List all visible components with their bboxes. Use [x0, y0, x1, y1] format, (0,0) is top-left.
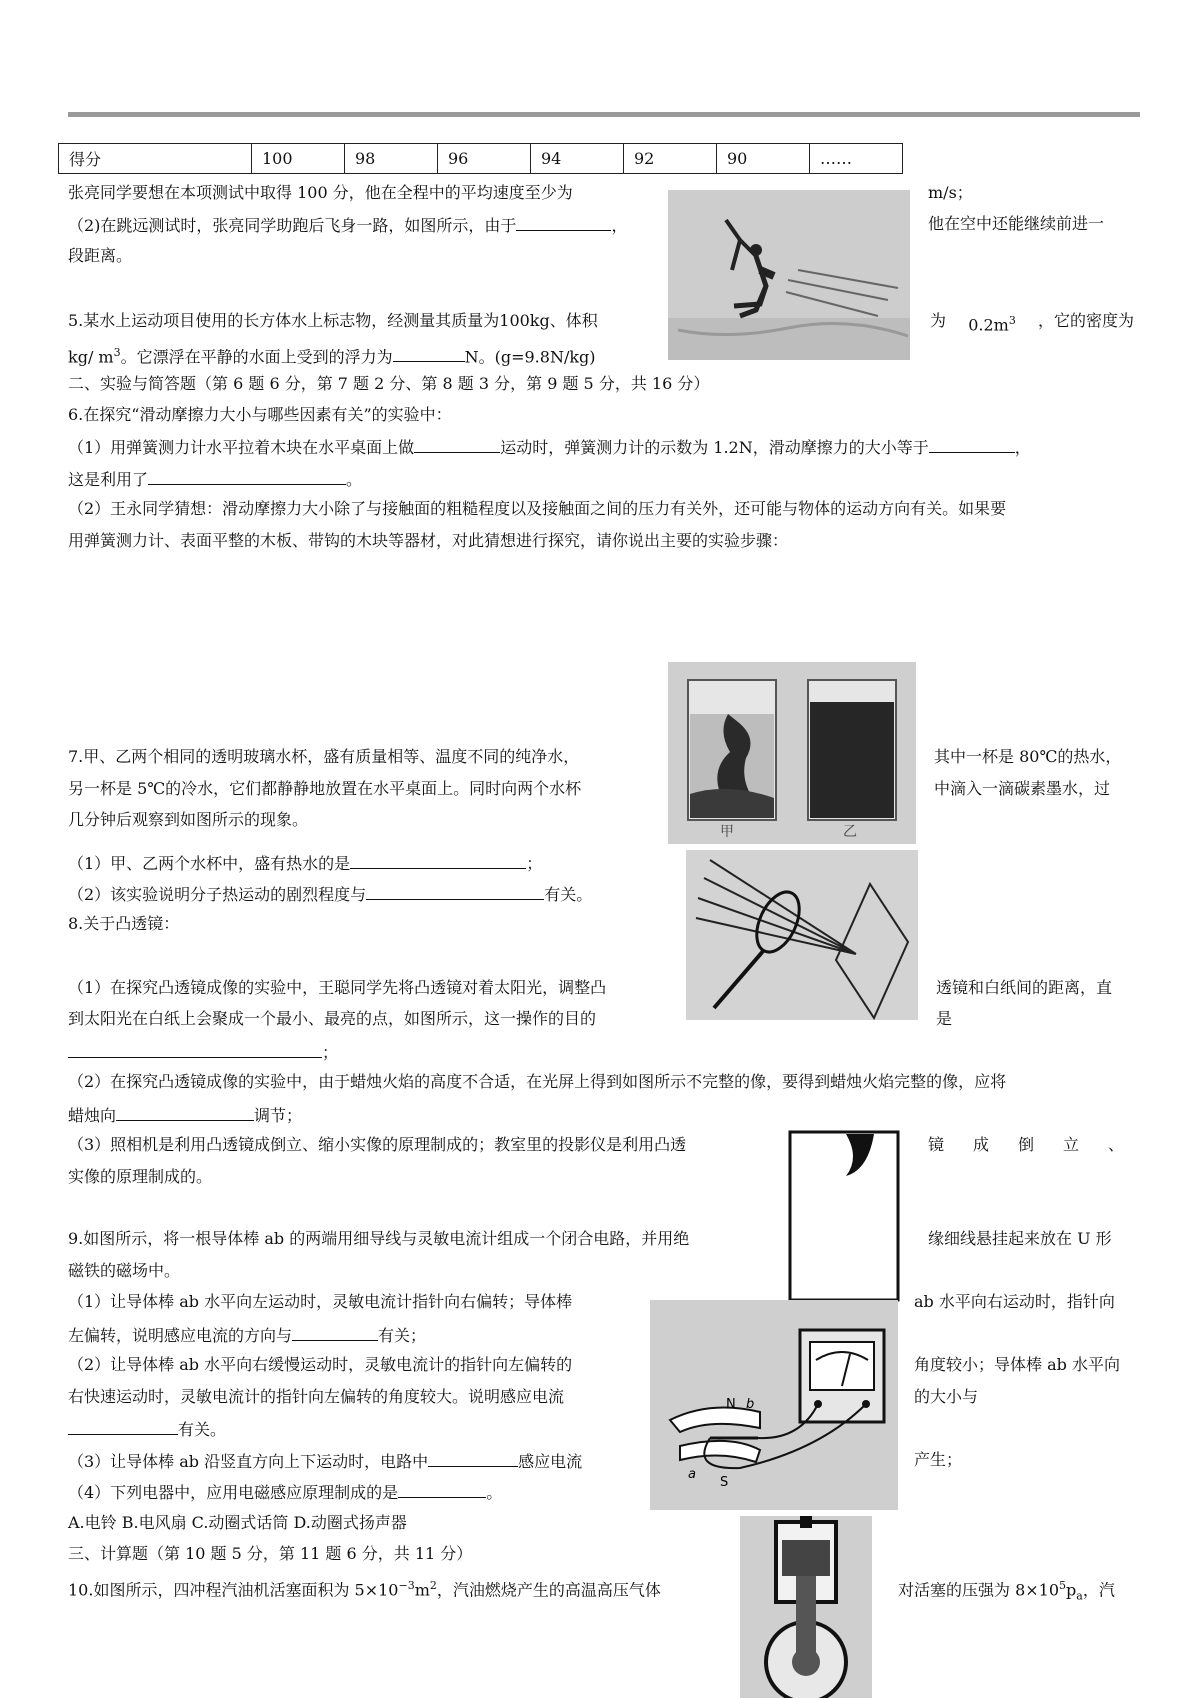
score-cell: 100: [252, 144, 345, 174]
engine-figure: [740, 1516, 872, 1698]
cup-left-icon: [688, 680, 776, 820]
answer-blank[interactable]: [148, 467, 346, 485]
text-line: [68, 851, 542, 875]
cups-figure: [668, 662, 916, 844]
text-fragment: ，: [611, 216, 628, 235]
text-line: 角度较小；导体棒 ab 水平向: [914, 1355, 1120, 1374]
text-fragment: （1）用弹簧测力计水平拉着木块在水平桌面上做: [68, 438, 415, 457]
text-line: 9.如图所示，将一根导体棒 ab 的两端用细导线与灵敏电流计组成一个闭合电路，并用绝: [68, 1229, 690, 1248]
cup-right-label: 乙: [843, 824, 857, 840]
text-fragment: ，汽: [1082, 1580, 1115, 1600]
rod-end-b-label: b: [746, 1397, 755, 1412]
text-line: m/s；: [928, 183, 973, 202]
text-line: 用弹簧测力计、表面平整的木板、带钩的木块等器材，对此猜想进行探究，请你说出主要的实验步骤：: [68, 531, 789, 550]
text-line: （1）在探究凸透镜成像的实验中，王聪同学先将凸透镜对着太阳光，调整凸: [68, 978, 607, 997]
long-jump-athlete-icon: [668, 190, 910, 360]
induction-figure: [650, 1300, 898, 1510]
text-line: [68, 1103, 302, 1127]
text-fragment: 这是利用了: [68, 470, 149, 489]
superscript: −3: [398, 1579, 415, 1592]
score-cell: 92: [624, 144, 717, 174]
text-fragment: 0.2m: [968, 315, 1009, 335]
text-line: （3）照相机是利用凸透镜成倒立、缩小实像的原理制成的；教室里的投影仪是利用凸透: [68, 1135, 687, 1154]
text-line: ab 水平向右运动时，指针向: [914, 1292, 1115, 1311]
text-line: （2）在探究凸透镜成像的实验中，由于蜡烛火焰的高度不合适，在光屏上得到如图所示不完整的像，要得到蜡烛火焰完整的像，应将: [68, 1072, 1007, 1091]
superscript: 3: [113, 346, 121, 359]
text-line: 另一杯是 5℃的冷水，它们都静静地放置在水平桌面上。同时向两个水杯: [68, 779, 582, 798]
question-title: 6.在探究“滑动摩擦力大小与哪些因素有关”的实验中：: [68, 405, 452, 424]
text-line: [68, 1323, 426, 1347]
answer-blank[interactable]: [516, 213, 611, 231]
text-line: 右快速运动时，灵敏电流计的指针向左偏转的角度较大。说明感应电流: [68, 1387, 565, 1406]
text-line: [68, 1417, 226, 1441]
text-line: 他在空中还能继续前进一: [928, 214, 1105, 233]
text-line: [68, 342, 596, 368]
subscript: a: [1076, 1589, 1083, 1603]
long-jump-figure: [668, 190, 910, 360]
magnet-south-label: S: [720, 1475, 729, 1490]
text-fragment: kg/ m: [68, 347, 114, 367]
text-fragment: （1）甲、乙两个水杯中，盛有热水的是: [68, 854, 351, 873]
answer-blank[interactable]: [68, 1417, 178, 1435]
text-line: [68, 213, 627, 237]
text-line: [68, 1480, 502, 1504]
text-line: 其中一杯是 80℃的热水，: [934, 747, 1122, 766]
text-fragment: 。它漂浮在平静的水面上受到的浮力为: [120, 347, 393, 367]
superscript: 2: [429, 1579, 437, 1592]
answer-blank[interactable]: [393, 344, 465, 362]
answer-blank[interactable]: [428, 1449, 518, 1467]
text-line: [68, 467, 362, 491]
score-cell: 90: [717, 144, 810, 174]
text-fragment: 有关。: [544, 885, 593, 904]
text-line: 的大小与: [914, 1387, 979, 1406]
answer-blank[interactable]: [68, 1040, 322, 1058]
text-fragment: 有关；: [378, 1326, 427, 1345]
text-fragment: 为: [930, 311, 947, 330]
text-fragment: （2）该实验说明分子热运动的剧烈程度与: [68, 885, 367, 904]
text-line: 段距离。: [68, 246, 133, 265]
text-fragment: （2)在跳远测试时，张亮同学助跑后飞身一路，如图所示，由于: [68, 216, 517, 235]
text-fragment: 、: [1107, 1135, 1124, 1154]
answer-blank[interactable]: [116, 1103, 254, 1121]
lens-figure: [686, 850, 918, 1020]
text-line: [68, 435, 1031, 459]
text-fragment: 。: [346, 470, 363, 489]
score-cell: 94: [531, 144, 624, 174]
text-line: 实像的原理制成的。: [68, 1167, 213, 1186]
text-line: [68, 1040, 338, 1064]
rod-end-a-label: a: [688, 1467, 696, 1482]
text-line: [930, 310, 1134, 336]
text-fragment: p: [1066, 1580, 1077, 1600]
galvanometer-icon: [800, 1330, 884, 1422]
header-rule: [68, 112, 1140, 117]
text-fragment: 左偏转，说明感应电流的方向与: [68, 1326, 293, 1345]
text-fragment: （3）让导体棒 ab 沿竖直方向上下运动时，电路中: [68, 1452, 429, 1471]
magnet-north-label: N: [726, 1397, 736, 1412]
section-heading: 三、计算题（第 10 题 5 分，第 11 题 6 分，共 11 分）: [68, 1544, 473, 1563]
text-fragment: ；: [526, 854, 543, 873]
score-label-cell: 得分: [59, 144, 252, 174]
text-line: 透镜和白纸间的距离，直: [936, 978, 1113, 997]
answer-blank[interactable]: [929, 435, 1015, 453]
text-fragment: N。(g=9.8N/kg): [464, 347, 596, 367]
section-heading: 二、实验与简答题（第 6 题 6 分，第 7 题 2 分、第 8 题 3 分，第 9 题 5 分，共 16 分）: [68, 374, 710, 393]
question-title: 8.关于凸透镜：: [68, 914, 180, 933]
text-fragment: 。: [486, 1483, 503, 1502]
text-line: 是: [936, 1009, 953, 1028]
text-fragment: 有关。: [178, 1420, 227, 1439]
table-row: [59, 144, 903, 174]
text-fragment: ，它的密度为: [1037, 311, 1134, 330]
text-fragment: 立: [1062, 1135, 1079, 1154]
score-table: [58, 143, 903, 174]
text-line: [898, 1575, 1115, 1608]
text-fragment: 感应电流: [518, 1452, 583, 1471]
score-cell: 96: [438, 144, 531, 174]
answer-blank[interactable]: [414, 435, 500, 453]
text-line: 产生；: [914, 1450, 963, 1469]
text-fragment: 调节；: [254, 1106, 303, 1125]
text-fragment: ，: [1014, 438, 1031, 457]
text-line: [68, 882, 592, 906]
text-line: 缘细线悬挂起来放在 U 形: [928, 1229, 1112, 1248]
answer-options: A.电铃 B.电风扇 C.动圈式话筒 D.动圈式扬声器: [68, 1513, 407, 1532]
text-fragment: ，汽油燃烧产生的高温高压气体: [436, 1580, 661, 1600]
text-line: 7.甲、乙两个相同的透明玻璃水杯，盛有质量相等、温度不同的纯净水，: [68, 747, 580, 766]
text-fragment: 倒: [1017, 1135, 1034, 1154]
text-fragment: （4）下列电器中，应用电磁感应原理制成的是: [68, 1483, 399, 1502]
score-cell: 98: [345, 144, 438, 174]
text-fragment: [968, 310, 1016, 336]
text-line: 5.某水上运动项目使用的长方体水上标志物，经测量其质量为100kg、体积: [68, 311, 598, 330]
text-line: 磁铁的磁场中。: [68, 1261, 181, 1280]
score-cell: ……: [810, 144, 903, 174]
text-fragment: 蜡烛向: [68, 1106, 117, 1125]
superscript: 5: [1059, 1579, 1067, 1592]
text-line: 张亮同学要想在本项测试中取得 100 分，他在全程中的平均速度至少为: [68, 183, 573, 202]
text-line: 到太阳光在白纸上会聚成一个最小、最亮的点，如图所示，这一操作的目的: [68, 1009, 597, 1028]
text-line: [68, 1575, 661, 1601]
text-line: 中滴入一滴碳素墨水，过: [934, 779, 1111, 798]
text-line: （2）王永同学猜想：滑动摩擦力大小除了与接触面的粗糙程度以及接触面之间的压力有关外，还可能与物体的运动方向有关。如果要: [68, 499, 1007, 518]
answer-blank[interactable]: [292, 1323, 378, 1341]
text-line: [68, 1449, 582, 1473]
convex-lens-icon: [686, 850, 918, 1020]
text-line: 几分钟后观察到如图所示的现象。: [68, 810, 309, 829]
text-fragment: 10.如图所示，四冲程汽油机活塞面积为 5×10: [68, 1580, 399, 1600]
screen-image-figure: [776, 1126, 908, 1310]
answer-blank[interactable]: [366, 882, 544, 900]
superscript: 3: [1008, 314, 1016, 327]
cup-right-icon: [808, 680, 896, 820]
text-fragment: 镜: [928, 1135, 945, 1154]
text-line: （1）让导体棒 ab 水平向左运动时，灵敏电流计指针向右偏转；导体棒: [68, 1292, 573, 1311]
text-fragment: ；: [322, 1043, 339, 1062]
text-line: [928, 1134, 1124, 1156]
text-line: （2）让导体棒 ab 水平向右缓慢运动时，灵敏电流计的指针向左偏转的: [68, 1355, 573, 1374]
answer-blank[interactable]: [398, 1480, 486, 1498]
text-fragment: 成: [972, 1135, 989, 1154]
light-screen-icon: [776, 1126, 908, 1310]
engine-cylinder-icon: [740, 1516, 872, 1698]
text-fragment: m: [414, 1580, 430, 1600]
answer-blank[interactable]: [350, 851, 526, 869]
text-fragment: 对活塞的压强为 8×10: [898, 1580, 1060, 1600]
text-fragment: 运动时，弹簧测力计的示数为 1.2N，滑动摩擦力的大小等于: [500, 438, 929, 457]
cup-left-label: 甲: [720, 824, 734, 840]
